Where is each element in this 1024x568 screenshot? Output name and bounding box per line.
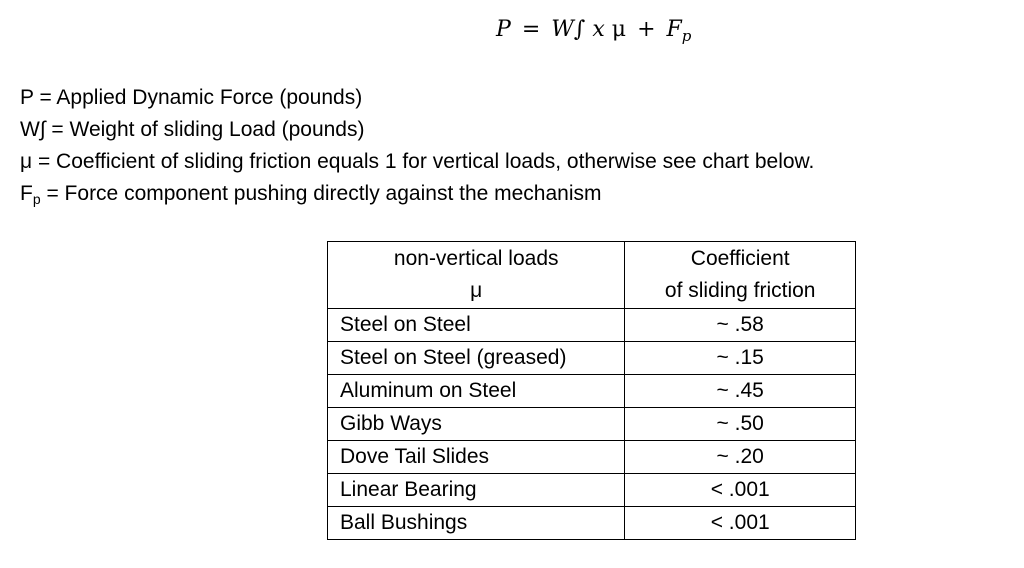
definition-symbol: W∫: [20, 118, 46, 141]
table-header-row: [328, 242, 856, 309]
formula-w: W: [551, 17, 574, 42]
header-coefficient-line1: Coefficient: [690, 247, 790, 270]
table-row: [328, 408, 856, 441]
formula-mu: μ: [611, 17, 627, 42]
material-cell: Aluminum on Steel: [328, 375, 625, 408]
material-cell: Steel on Steel (greased): [328, 342, 625, 375]
table-row: [328, 441, 856, 474]
definition-symbol: P: [20, 86, 34, 109]
coefficient-cell: ~ .20: [625, 441, 856, 474]
column-header-coefficient: [625, 242, 856, 309]
definition-text: = Weight of sliding Load (pounds): [45, 118, 365, 141]
definition-weight: [20, 114, 814, 146]
variable-definitions: [20, 82, 814, 210]
definition-symbol: μ: [20, 150, 33, 173]
coefficient-cell: < .001: [625, 507, 856, 540]
friction-coefficient-table: [327, 241, 856, 540]
coefficient-cell: ~ .15: [625, 342, 856, 375]
definition-text: = Applied Dynamic Force (pounds): [33, 86, 363, 109]
formula-f: F: [666, 17, 682, 42]
table-row: [328, 507, 856, 540]
force-formula: [496, 16, 691, 50]
formula-x: x: [592, 17, 605, 42]
table-row: [328, 474, 856, 507]
material-cell: Steel on Steel: [328, 309, 625, 342]
material-cell: Linear Bearing: [328, 474, 625, 507]
coefficient-cell: ~ .58: [625, 309, 856, 342]
coefficient-cell: < .001: [625, 474, 856, 507]
formula-integral: ∫: [573, 17, 586, 42]
definition-text: = Force component pushing directly against the mechanism: [40, 182, 602, 205]
material-cell: Ball Bushings: [328, 507, 625, 540]
coefficient-cell: ~ .50: [625, 408, 856, 441]
definition-p: [20, 82, 814, 114]
definition-fp: [20, 178, 814, 210]
header-loads-line1: non-vertical loads: [393, 247, 559, 270]
table-row: [328, 375, 856, 408]
table-row: [328, 309, 856, 342]
formula-p: P: [496, 17, 511, 42]
definition-subscript: p: [32, 191, 41, 207]
coefficient-cell: ~ .45: [625, 375, 856, 408]
header-coefficient-line2: of sliding friction: [664, 279, 816, 302]
formula-plus: +: [637, 17, 656, 42]
header-loads-line2: μ: [470, 279, 483, 302]
formula-f-subscript: p: [681, 27, 692, 45]
definition-symbol: F: [20, 182, 33, 205]
material-cell: Gibb Ways: [328, 408, 625, 441]
material-cell: Dove Tail Slides: [328, 441, 625, 474]
definition-text: = Coefficient of sliding friction equals 1 for vertical loads, otherwise see chart below.: [32, 150, 815, 173]
column-header-loads: [328, 242, 625, 309]
table-row: [328, 342, 856, 375]
definition-mu: [20, 146, 814, 178]
formula-equals: =: [521, 17, 541, 42]
